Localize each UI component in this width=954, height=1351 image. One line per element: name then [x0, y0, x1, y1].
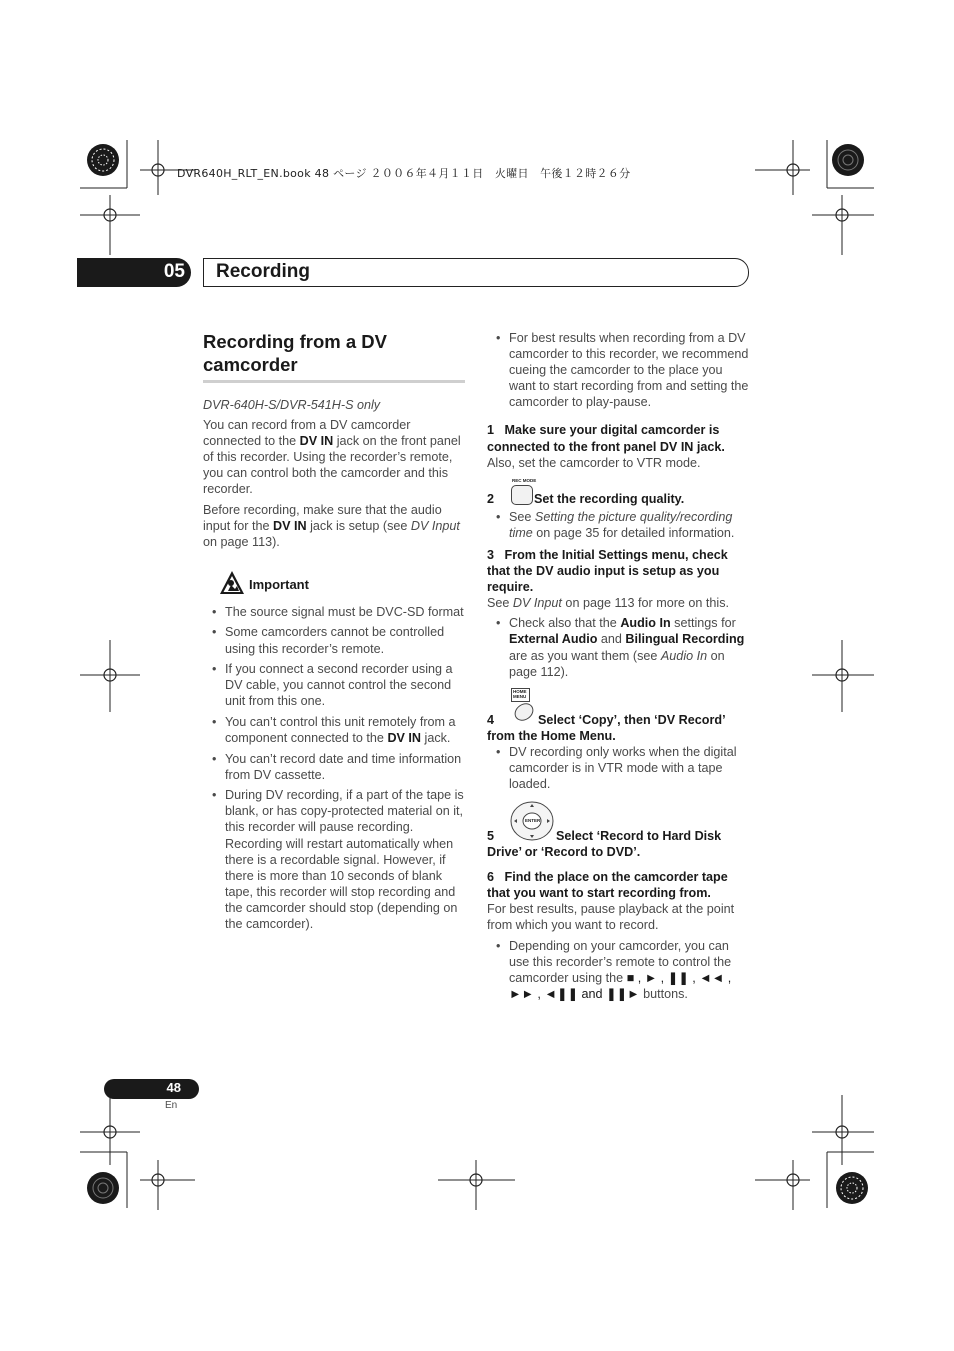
list-item: • Depending on your camcorder, you can use this recorder’s remote to control the camcorder using the ■ , ► , ❚❚ , ◄◄ , ►► , ◄❚❚ and ❚❚► buttons. — [487, 938, 749, 1002]
page-language: En — [165, 1100, 178, 1111]
step-1-heading: 1 Make sure your digital camcorder is connected to the front panel DV IN jack. — [487, 423, 725, 454]
list-item: • Check also that the Audio In settings for External Audio and Bilingual Recording are as you want them (see Audio In on page 112). — [487, 615, 749, 679]
chapter-number: 05 — [163, 261, 185, 282]
home-menu-label-bottom: MENU — [513, 693, 527, 699]
top-note-list — [487, 330, 749, 410]
rec-mode-label: REC MODE — [512, 477, 537, 483]
file-header: DVR640H_RLT_EN.book 48 ページ ２００６年４月１１日 火曜日 午後１２時２６分 — [177, 167, 631, 180]
step-4-heading-line1: 4 Select ‘Copy’, then ‘DV Record’ — [487, 712, 726, 727]
model-note: DVR-640H-S/DVR-541H-S only — [203, 398, 381, 412]
step-5 — [487, 800, 749, 860]
important-label: Important — [249, 576, 309, 592]
chapter-title-box — [203, 258, 749, 287]
setup-paragraph: Before recording, make sure that the audio input for the DV IN jack is setup (see DV Input on page 113). — [203, 502, 460, 549]
list-item: • During DV recording, if a part of the tape is blank, or has copy-protected material on it, this recorder will pause recording. Recording will restart automatically when there is a recordable signal. However, if there is more than 10 seconds of blank tape, this recorder will stop recording and the camcorder should stop (depending on the camcorder). — [203, 787, 465, 932]
step-3 — [487, 547, 749, 680]
step-5-heading-line1: 5 Select ‘Record to Hard Disk — [487, 829, 722, 844]
step-2-list — [487, 509, 749, 541]
intro-paragraph: You can record from a DV camcorder connected to the DV IN jack on the front panel of this recorder. Using the recorder’s remote, you can control both the camcorder and this recorder. — [203, 418, 461, 497]
list-item: • For best results when recording from a DV camcorder to this recorder, we recommend cueing the camcorder to the place you want to start recording from and setting the camcorder to play-pause. — [487, 330, 749, 410]
step-6-body: For best results, pause playback at the point from which you want to record. — [487, 902, 735, 933]
step-4 — [487, 688, 749, 792]
list-item: • The source signal must be DVC-SD format — [203, 604, 465, 620]
chapter-title: Recording — [216, 261, 310, 282]
list-item: • DV recording only works when the digital camcorder is in VTR mode with a tape loaded. — [487, 744, 749, 792]
step-4-list — [487, 744, 749, 792]
step-2-heading: 2 Set the recording quality. — [487, 491, 685, 506]
right-column — [487, 330, 749, 1006]
step-6-heading: 6 Find the place on the camcorder tape that you want to start recording from. — [487, 870, 728, 901]
important-list — [203, 604, 465, 932]
step-6 — [487, 869, 749, 1002]
step-2 — [487, 479, 749, 541]
enter-label: ENTER — [525, 818, 541, 824]
step-4-heading-line2: from the Home Menu. — [487, 728, 616, 743]
step-5-heading-line2: Drive’ or ‘Record to DVD’. — [487, 845, 641, 860]
home-menu-label-top: HOME — [513, 688, 527, 694]
list-item: • Some camcorders cannot be controlled using this recorder’s remote. — [203, 624, 465, 656]
important-heading — [203, 570, 465, 600]
step-3-list — [487, 615, 749, 679]
caution-icon — [219, 570, 245, 596]
chapter-number-tab — [77, 258, 191, 287]
left-column — [203, 330, 465, 937]
transport-button-symbols: ■ , ► , ❚❚ , ◄◄ , ►► , ◄❚❚ and ❚❚► — [509, 970, 732, 1001]
section-title: Recording from a DV camcorder — [203, 330, 465, 383]
list-item: • You can’t control this unit remotely from a component connected to the DV IN jack. — [203, 714, 465, 746]
list-item: • You can’t record date and time information from DV cassette. — [203, 751, 465, 783]
step-6-list — [487, 938, 749, 1002]
list-item: • If you connect a second recorder using a DV cable, you cannot control the second unit from this one. — [203, 661, 465, 709]
list-item: • See Setting the picture quality/recording time on page 35 for detailed information. — [487, 509, 749, 541]
step-3-body: See DV Input on page 113 for more on this. — [487, 596, 730, 611]
step-3-heading: 3 From the Initial Settings menu, check that the DV audio input is setup as you require. — [487, 547, 728, 595]
page-number-tab — [104, 1079, 199, 1099]
step-1 — [487, 422, 749, 470]
page-number: 48 — [166, 1080, 181, 1095]
step-1-body: Also, set the camcorder to VTR mode. — [487, 455, 701, 470]
